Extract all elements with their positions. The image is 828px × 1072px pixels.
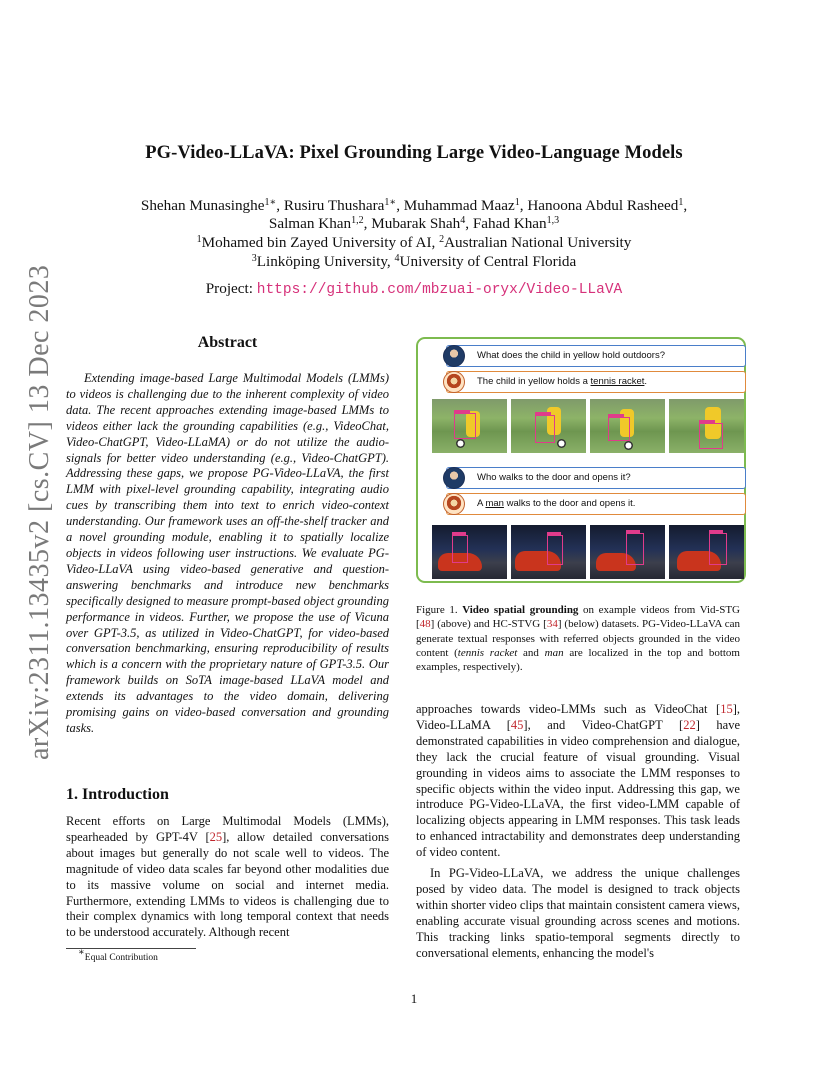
figure-1-panel [416,337,746,583]
answer-2: A man walks to the door and opens it. [446,493,746,515]
right-paragraph-2: In PG-Video-LLaVA, we address the unique challenges posed by video data. The model is designed to track objects within shorter video clips that maintain consistent camera views, enabling accurate visual grounding across scenes and motions. This tracking links spatio-temporal segments directly to conversational elements, enhancing the model's [416,866,740,960]
author-line-2: Salman Khan$^{1,2}$, Mubarak Shah$^4$, Fahad Khan$^{1,3}$ [268,215,560,232]
affiliation-line-2: $^3$Linköping University, $^4$University of Central Florida [251,253,577,270]
page-number: 1 [410,991,418,1006]
video-frame [590,525,665,579]
paper-title: PG-Video-LLaVA: Pixel Grounding Large Video-Language Models [145,143,683,163]
affiliation-line-1: $^1$Mohamed bin Zayed University of AI, $^2$Australian National University [196,234,632,251]
video-frames-bottom [432,525,744,579]
citation-link[interactable]: 22 [683,717,696,732]
footnote: ∗Equal Contribution [78,947,158,963]
video-frame [511,525,586,579]
introduction-heading: 1. Introduction [66,786,169,803]
author-line-1: Shehan Munasinghe$^{1∗}$, Rusiru Thushara$^{1∗}$, Muhammad Maaz$^1$, Hanoona Abdul Rasheed$^1$, [140,197,688,214]
citation-link[interactable]: 15 [720,702,733,716]
abstract-text: Extending image-based Large Multimodal Models (LMMs) to videos is challenging due to the inherent complexity of video data. The recent approaches extending image-based LMMs to videos either lack the grounding capabilities (e.g., VideoChat, Video-ChatGPT, Video-LLaMA) or do not utilize the audio-signals for better video understanding (e.g., Video-ChatGPT). Addressing these gaps, we propose PG-Video-LLaVA, the first LMM with pixel-level grounding capability, integrating audio cues by transcribing them into text to enrich video-context understanding. Our framework uses an off-the-shelf tracker and a novel grounding module, enabling it to spatially localize objects in videos following user instructions. We evaluate PG-Video-LLaVA using video-based generative and question-answering benchmarks and introduce new benchmarks specifically designed to measure prompt-based object grounding performance in videos. Further, we propose the use of Vicuna over GPT-3.5, as utilized in Video-ChatGPT, for video-based conversation benchmarking, ensuring reproducibility of results which is a concern with the proprietary nature of GPT-3.5. Our framework builds on SoTA image-based LLaVA model and extends its advantages to the video domain, delivering promising gains on video-based conversation and grounding tasks. [66,371,389,735]
video-frame [511,399,586,453]
introduction-paragraph: Recent efforts on Large Multimodal Models (LMMs), spearheaded by GPT-4V [25], allow detailed conversations about images but generally do not scale well to videos. The magnitude of video data scales far beyond other modalities due to its massive volume on social and internet media. Furthermore, extending LMMs to videos is challenging due to their complex dynamics with long temporal context that needs to be understood accurately. Although recent [66,814,389,940]
video-frame [590,399,665,453]
question-2: Who walks to the door and opens it? [446,467,746,489]
citation-link[interactable]: 25 [209,829,223,844]
user-avatar-icon [443,467,465,489]
video-frame [669,525,744,579]
citation-link[interactable]: 34 [546,618,558,631]
project-label: Project: [205,280,257,297]
arxiv-identifier: arXiv:2311.13435v2 [cs.CV] 13 Dec 2023 [24,264,55,760]
assistant-avatar-icon [443,371,465,393]
video-frame [432,399,507,453]
project-url-link[interactable]: https://github.com/mbzuai-oryx/Video-LLaVA [256,282,623,298]
figure-1-caption: Figure 1. Video spatial grounding on example videos from Vid-STG [48] (above) and HC-STVG [34] (below) datasets. PG-Video-LLaVA can generate textual responses with referred objects grounded in the video content (tennis racket and man are localized in the top and bottom examples, respectively). [416,604,741,674]
assistant-avatar-icon [443,493,465,515]
video-frames-top [432,399,744,453]
video-frame [669,399,744,453]
example-bottom [424,463,740,579]
abstract-heading: Abstract [197,334,258,351]
user-avatar-icon [443,345,465,367]
example-top [424,343,740,459]
video-frame [432,525,507,579]
citation-link[interactable]: 45 [510,717,524,732]
right-column-body [416,702,740,962]
citation-link[interactable]: 48 [419,618,431,631]
footnote-rule [66,948,196,949]
project-line [0,279,828,300]
answer-1: The child in yellow holds a tennis racket. [446,371,746,393]
question-1: What does the child in yellow hold outdoors? [446,345,746,367]
right-paragraph-1: approaches towards video-LMMs such as VideoChat [15], Video-LLaMA [45], and Video-ChatGPT [22] have demonstrated capabilities in video comprehension and dialogue, they lack the crucial feature of visual grounding. Visual grounding in videos aims to associate the LMM responses to specific objects within the video input. Addressing this gap, we introduce PG-Video-LLaVA, the first video-LMM capable of localizing objects appearing in LMM responses. This task leads to enhanced intractability and demonstrates deep understanding of video content. [416,702,740,860]
